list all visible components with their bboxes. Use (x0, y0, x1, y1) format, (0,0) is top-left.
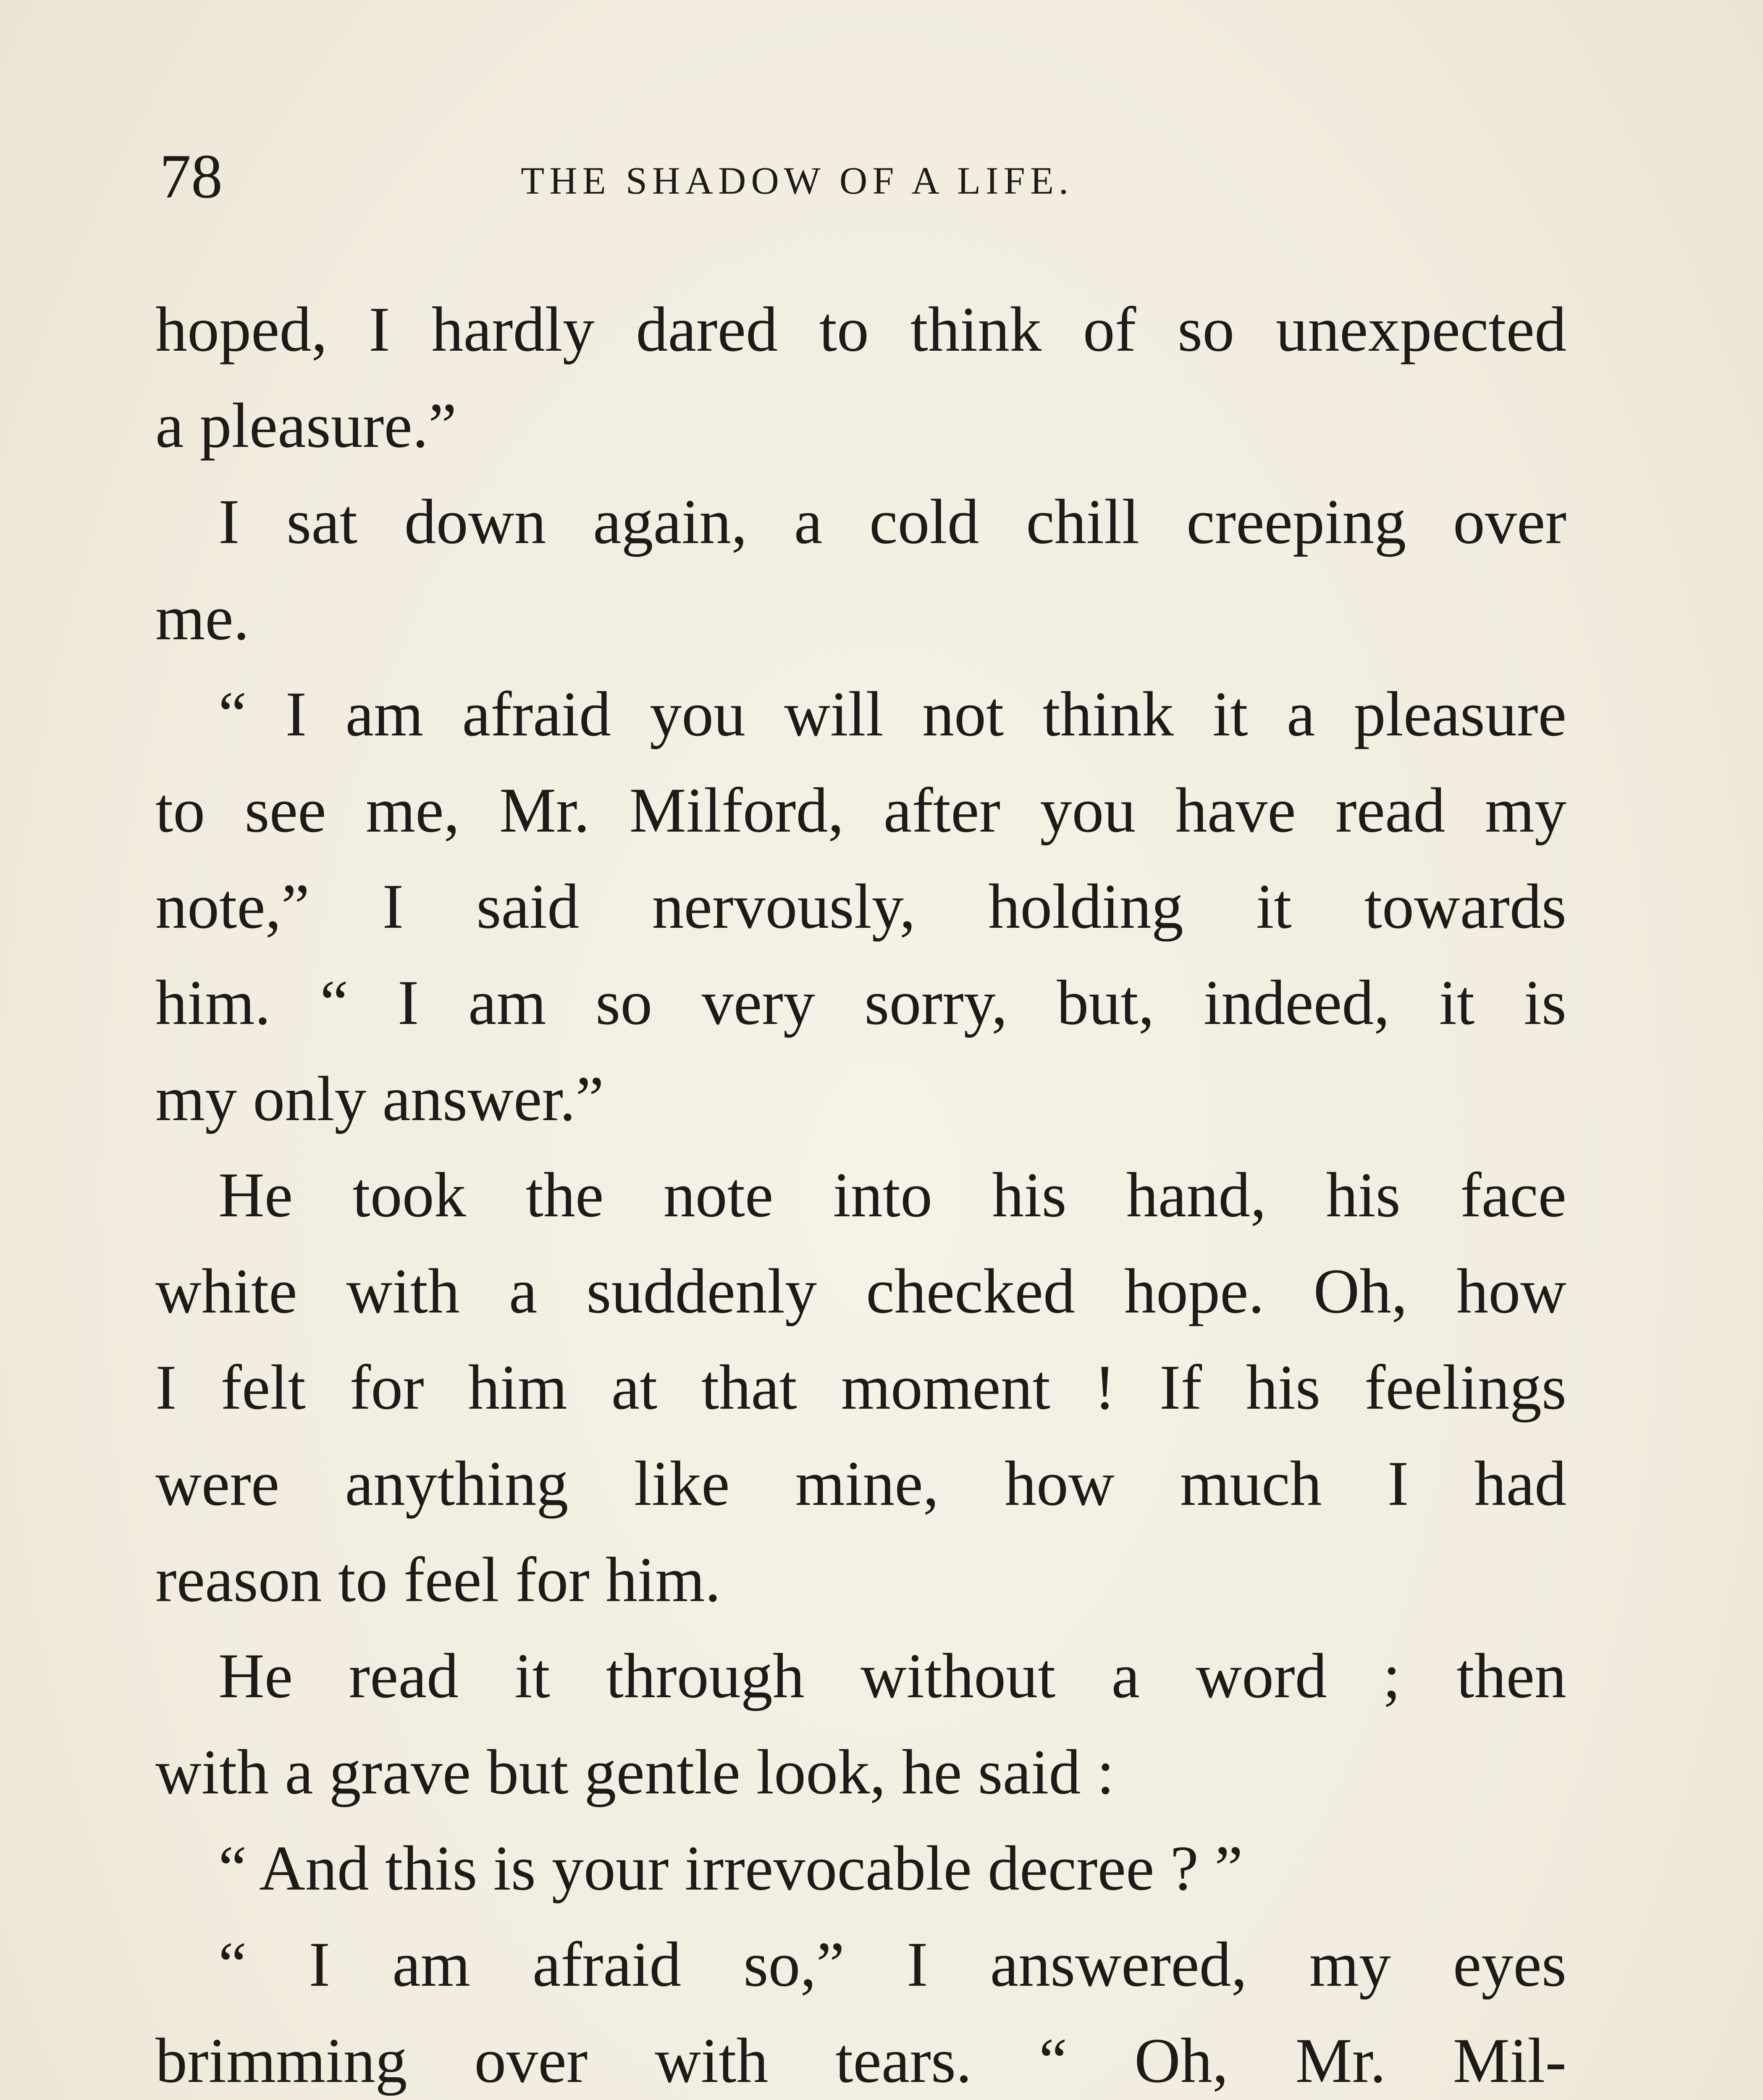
text-line: He read it through without a word ; then (218, 1641, 1566, 1711)
text-line: “ I am afraid so,” I answered, my eyes (218, 1929, 1566, 2000)
text-line: my only answer.” (155, 1063, 604, 1134)
text-line: reason to feel for him. (155, 1544, 721, 1615)
text-line: I sat down again, a cold chill creeping over (218, 486, 1566, 557)
text-line: with a grave but gentle look, he said : (155, 1737, 1115, 1807)
text-line: He took the note into his hand, his face (218, 1160, 1566, 1230)
body-text (155, 281, 1566, 2100)
page-number: 78 (160, 142, 223, 211)
running-title: THE SHADOW OF A LIFE. (521, 159, 1074, 202)
text-line: I felt for him at that moment ! If his feelings (155, 1352, 1566, 1423)
text-line: me. (155, 583, 249, 653)
text-line: note,” I said nervously, holding it towards (155, 871, 1566, 942)
text-line: were anything like mine, how much I had (155, 1448, 1566, 1519)
text-line: to see me, Mr. Milford, after you have read my (155, 775, 1566, 845)
text-line: him. “ I am so very sorry, but, indeed, it is (155, 967, 1566, 1038)
text-line: brimming over with tears. “ Oh, Mr. Mil- (155, 2025, 1566, 2096)
text-line: “ And this is your irrevocable decree ? ” (218, 1833, 1243, 1903)
page-header (151, 134, 1571, 218)
text-line: hoped, I hardly dared to think of so unexpected (155, 294, 1566, 365)
text-line: “ I am afraid you will not think it a pleasure (218, 679, 1566, 749)
text-line: a pleasure.” (155, 390, 457, 461)
text-line: white with a suddenly checked hope. Oh, how (155, 1256, 1566, 1326)
